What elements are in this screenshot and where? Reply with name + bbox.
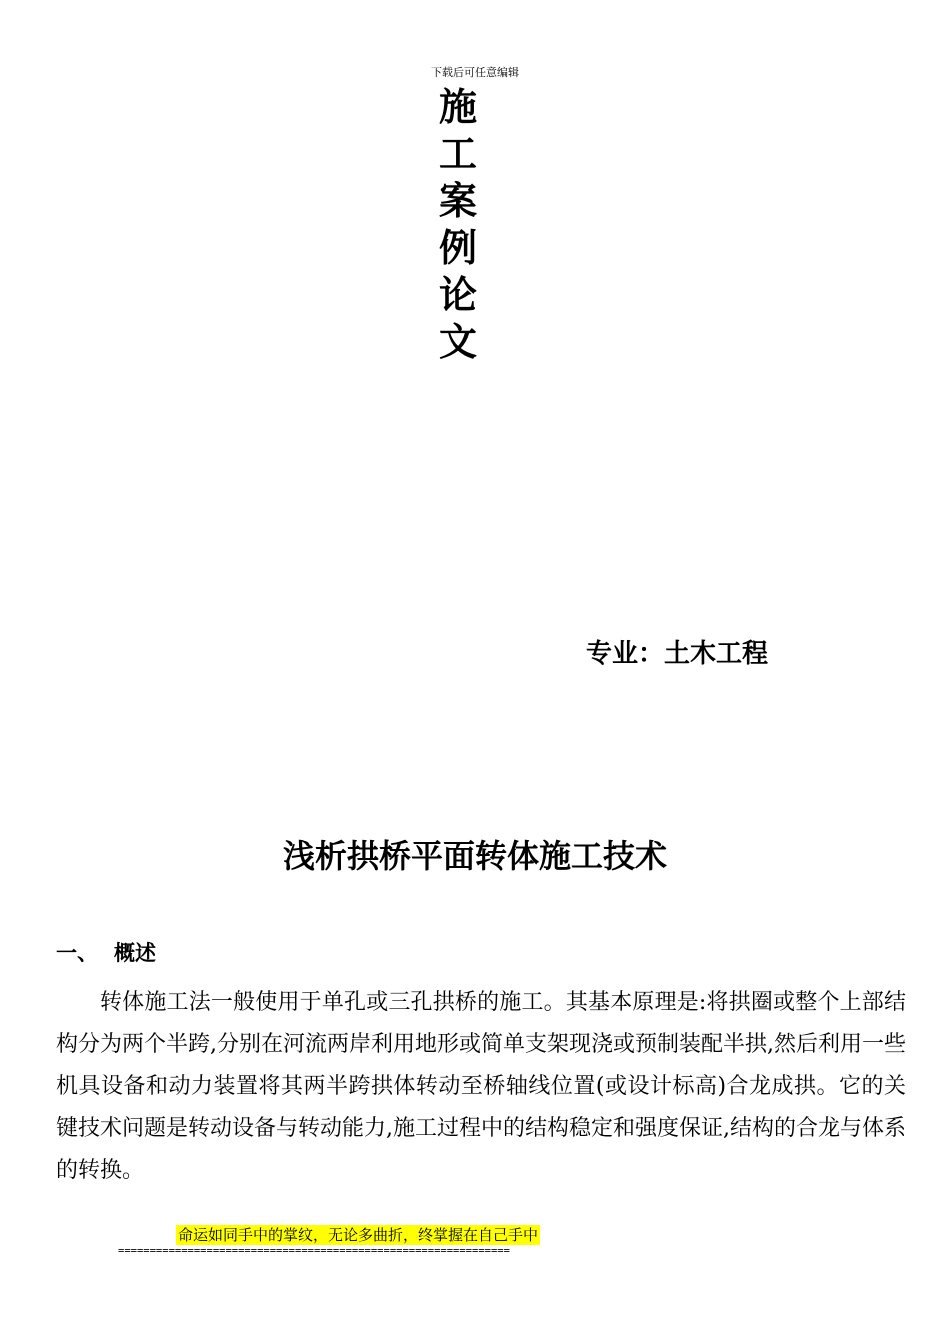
section-number: 一、	[56, 941, 98, 965]
title-char: 文	[438, 320, 477, 364]
body-paragraph: 转体施工法一般使用于单孔或三孔拱桥的施工。其基本原理是:将拱圈或整个上部结构分为两个半跨,分别在河流两岸利用地形或简单支架现浇或预制装配半拱,然后利用一些机具设备和动力装置将其两半跨拱体转动至桥轴线位置(或设计标高)合龙成拱。它的关键技术问题是转动设备与转动能力,施工过程中的结构稳定和强度保证,结构的合龙与体系的转换。	[56, 990, 906, 1183]
title-char: 工	[438, 132, 477, 176]
title-char: 例	[438, 226, 477, 270]
header-note: 下载后可任意编辑	[431, 66, 519, 79]
title-char: 施	[438, 85, 477, 129]
section-heading-text: 概述	[114, 941, 156, 965]
section-heading	[56, 938, 156, 968]
title-char: 论	[438, 273, 477, 317]
footer-quote: 命运如同手中的掌纹，无论多曲折，终掌握在自己手中	[178, 1226, 539, 1244]
major-label: 专业：土木工程	[586, 639, 769, 669]
article-title: 浅析拱桥平面转体施工技术	[282, 837, 667, 875]
vertical-title	[432, 84, 484, 366]
footer-rule: ==============================================================	[118, 1245, 510, 1257]
title-char: 案	[438, 179, 477, 223]
